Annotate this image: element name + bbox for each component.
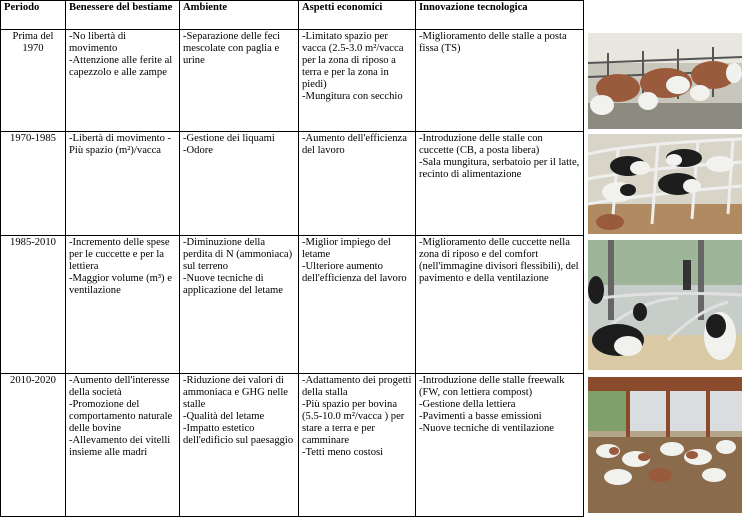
cell-line: -Separazione delle feci mescolate con paglia e urine xyxy=(183,31,295,67)
cell-line: -Nuove tecniche di ventilazione xyxy=(419,423,580,435)
cell-line: -Maggior volume (m³) e ventilazione xyxy=(69,273,176,297)
environment-cell xyxy=(180,30,299,132)
cell-line: -Miglior impiego del letame xyxy=(302,237,412,261)
cell-line: -Mungitura con secchio xyxy=(302,91,412,103)
cell-line: -Aumento dell'efficienza del lavoro xyxy=(302,133,412,157)
period-cell: 2010-2020 xyxy=(1,374,66,517)
economic-cell xyxy=(299,374,416,517)
cell-line: -Introduzione delle stalle freewalk (FW, con lettiera compost) xyxy=(419,375,580,399)
header-period: Periodo xyxy=(1,1,66,30)
cell-line: -Nuove tecniche di applicazione del letame xyxy=(183,273,295,297)
table-row xyxy=(1,132,742,236)
welfare-cell xyxy=(66,132,180,236)
header-economic: Aspetti economici xyxy=(299,1,416,30)
cell-line: -Introduzione delle stalle con cuccette (CB, a posta libera) xyxy=(419,133,580,157)
period-cell: 1985-2010 xyxy=(1,236,66,374)
tie-stall-barn-photo xyxy=(588,33,742,129)
cell-line: -Tetti meno costosi xyxy=(302,447,412,459)
cell-line: -Miglioramento delle cuccette nella zona di riposo e del comfort (nell'immagine divisori flessibili), del pavimento e della ventilazione xyxy=(419,237,580,285)
image-cell xyxy=(584,374,742,517)
cell-line: -Impatto estetico dell'edificio sul paesaggio xyxy=(183,423,295,447)
header-technology: Innovazione tecnologica xyxy=(416,1,584,30)
cell-line: -Qualità del letame xyxy=(183,411,295,423)
cell-line: -Più spazio per bovina (5.5-10.0 m²/vacca ) per stare a terra e per camminare xyxy=(302,399,412,447)
freewalk-compost-barn-photo xyxy=(588,377,742,513)
cell-line: -Incremento delle spese per le cuccette e per la lettiera xyxy=(69,237,176,273)
cell-line: -Attenzione alle ferite al capezzolo e alle zampe xyxy=(69,55,176,79)
technology-cell xyxy=(416,30,584,132)
header-environment: Ambiente xyxy=(180,1,299,30)
image-cell xyxy=(584,30,742,132)
cell-line: -No libertà di movimento xyxy=(69,31,176,55)
cell-line: -Pavimenti a basse emissioni xyxy=(419,411,580,423)
cell-line: -Allevamento dei vitelli insieme alle madri xyxy=(69,435,176,459)
environment-cell xyxy=(180,374,299,517)
cell-line: -Sala mungitura, serbatoio per il latte, recinto di alimentazione xyxy=(419,157,580,181)
environment-cell xyxy=(180,236,299,374)
period-cell: 1970-1985 xyxy=(1,132,66,236)
cell-line: -Libertà di movimento -Più spazio (m²)/vacca xyxy=(69,133,176,157)
economic-cell xyxy=(299,132,416,236)
welfare-cell xyxy=(66,236,180,374)
cell-line: -Gestione della lettiera xyxy=(419,399,580,411)
period-cell: Prima del 1970 xyxy=(1,30,66,132)
technology-cell xyxy=(416,374,584,517)
image-cell xyxy=(584,236,742,374)
image-cell xyxy=(584,132,742,236)
table-row xyxy=(1,236,742,374)
header-image-column xyxy=(584,1,742,30)
technology-cell xyxy=(416,236,584,374)
cell-line: -Riduzione dei valori di ammoniaca e GHG nelle stalle xyxy=(183,375,295,411)
cubicle-barn-photo xyxy=(588,134,742,234)
economic-cell xyxy=(299,30,416,132)
header-welfare: Benessere del bestiame xyxy=(66,1,180,30)
cell-line: -Miglioramento delle stalle a posta fissa (TS) xyxy=(419,31,580,55)
table-row xyxy=(1,374,742,517)
cell-line: -Limitato spazio per vacca (2.5-3.0 m²/vacca per la zona di riposo a terra e per la zona in piedi) xyxy=(302,31,412,91)
cell-line: -Promozione del comportamento naturale delle bovine xyxy=(69,399,176,435)
flexible-divider-barn-photo xyxy=(588,240,742,370)
cell-line: -Diminuzione della perdita di N (ammoniaca) sul terreno xyxy=(183,237,295,273)
cell-line: -Aumento dell'interesse della società xyxy=(69,375,176,399)
cell-line: -Odore xyxy=(183,145,295,157)
welfare-cell xyxy=(66,30,180,132)
cell-line: -Adattamento dei progetti della stalla xyxy=(302,375,412,399)
header-row xyxy=(1,1,742,30)
technology-cell xyxy=(416,132,584,236)
economic-cell xyxy=(299,236,416,374)
environment-cell xyxy=(180,132,299,236)
welfare-cell xyxy=(66,374,180,517)
cell-line: -Gestione dei liquami xyxy=(183,133,295,145)
cell-line: -Ulteriore aumento dell'efficienza del lavoro xyxy=(302,261,412,285)
table-row xyxy=(1,30,742,132)
